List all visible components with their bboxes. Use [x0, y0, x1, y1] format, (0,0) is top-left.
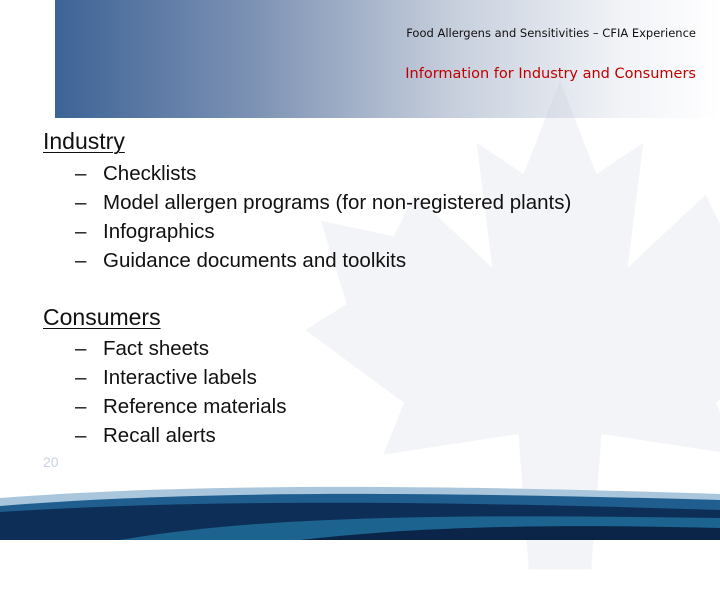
list-item	[75, 217, 571, 246]
section-heading-industry: Industry	[43, 128, 125, 154]
header-band	[55, 0, 720, 118]
bullet-dash: –	[75, 162, 87, 185]
bullet-dash: –	[75, 424, 87, 447]
list-item	[75, 334, 286, 363]
list-item	[75, 246, 571, 275]
list-item-label: Guidance documents and toolkits	[103, 249, 407, 272]
list-item	[75, 188, 571, 217]
footer-wave-band	[0, 480, 720, 540]
header-title: Food Allergens and Sensitivities – CFIA Experience	[406, 26, 696, 40]
list-item	[75, 363, 286, 392]
bullet-dash: –	[75, 220, 87, 243]
bullet-dash: –	[75, 337, 87, 360]
list-item-label: Reference materials	[103, 395, 287, 418]
bullet-dash: –	[75, 249, 87, 272]
list-item	[75, 421, 286, 450]
list-item	[75, 392, 286, 421]
page-number: 20	[43, 454, 59, 470]
list-item	[75, 159, 571, 188]
list-item-label: Checklists	[103, 162, 197, 185]
bullet-dash: –	[75, 395, 87, 418]
bullet-dash: –	[75, 191, 87, 214]
bullet-dash: –	[75, 366, 87, 389]
list-item-label: Interactive labels	[103, 366, 257, 389]
section-heading-consumers: Consumers	[43, 304, 161, 330]
header-subtitle: Information for Industry and Consumers	[405, 66, 696, 82]
list-item-label: Fact sheets	[103, 337, 209, 360]
list-item-label: Model allergen programs (for non-registered plants)	[103, 191, 572, 214]
list-item-label: Infographics	[103, 220, 215, 243]
industry-list	[75, 159, 571, 275]
consumers-list	[75, 334, 286, 450]
list-item-label: Recall alerts	[103, 424, 216, 447]
